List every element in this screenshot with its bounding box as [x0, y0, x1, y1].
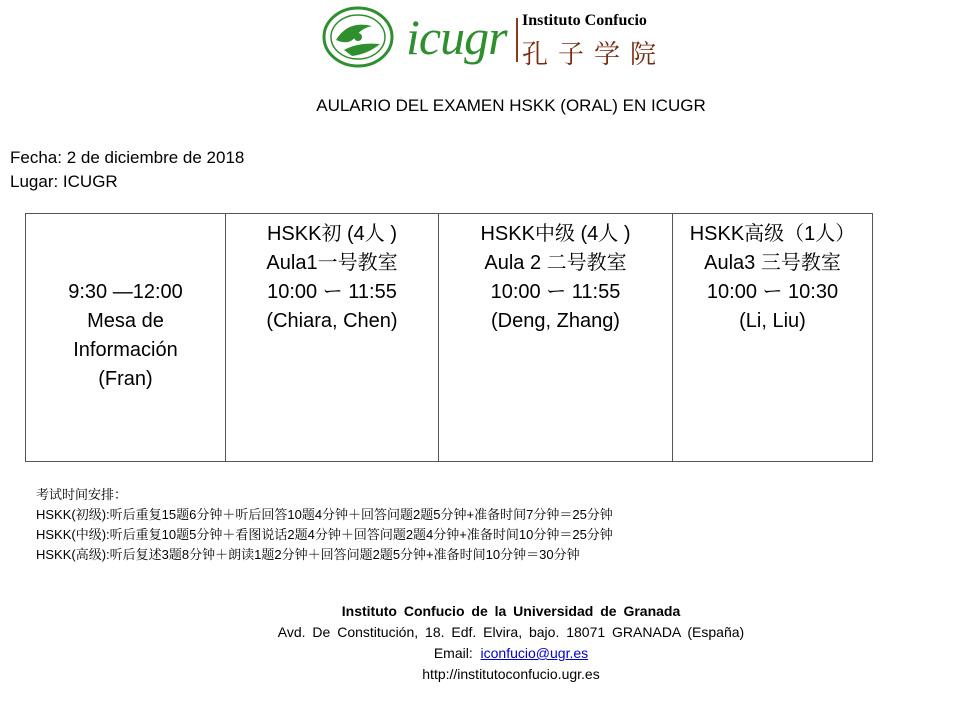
exam-date: Fecha: 2 de diciembre de 2018: [10, 148, 245, 167]
note-beginner: HSKK(初级):听后重复15题6分钟＋听后回答10题4分钟＋回答问题2题5分钟+准备时间7分钟＝25分钟: [36, 507, 613, 522]
hskk-advanced-cell: [673, 214, 873, 462]
logo-emblem-icon: [322, 6, 394, 68]
time-range: 10:00 ー 10:30: [706, 281, 839, 303]
classroom-label: Aula1一号教室: [266, 252, 398, 274]
logo-institute-name: Instituto Confucio: [522, 12, 647, 29]
schedule-row: [26, 214, 873, 462]
level-label: HSKK高级（1人）: [689, 223, 856, 245]
footer-email-line: [62, 643, 960, 664]
logo-chinese-name: 孔子学院: [522, 40, 667, 70]
note-intermediate: HSKK(中级):听后重复10题5分钟＋看图说话2题4分钟＋回答问题2题4分钟+准备时间10分钟＝25分钟: [36, 527, 613, 542]
footer: [0, 601, 960, 685]
note-advanced: HSKK(高级):听后复述3题8分钟＋朗读1题2分钟＋回答问题2题5分钟+准备时间10分钟＝30分钟: [36, 547, 580, 562]
footer-email-link[interactable]: iconfucio@ugr.es: [480, 645, 589, 661]
hskk-intermediate-cell: [439, 214, 673, 462]
time-range: 10:00 ー 11:55: [267, 281, 397, 303]
exam-place: Lugar: ICUGR: [10, 172, 118, 191]
exam-timing-notes: [36, 485, 613, 565]
logo-brand-text: icugr: [406, 9, 507, 65]
examiners: (Deng, Zhang): [491, 310, 620, 332]
info-time: 9:30 —12:00: [68, 281, 183, 303]
examiners: (Chiara, Chen): [266, 310, 398, 332]
footer-website[interactable]: http://institutoconfucio.ugr.es: [422, 666, 600, 682]
classroom-label: Aula3 三号教室: [704, 252, 841, 274]
time-range: 10:00 ー 11:55: [490, 281, 621, 303]
institute-logo: [322, 6, 692, 68]
level-label: HSKK中级 (4人 ): [480, 223, 631, 245]
examiners: (Li, Liu): [739, 310, 806, 332]
page-title: AULARIO DEL EXAMEN HSKK (ORAL) EN ICUGR: [316, 96, 706, 115]
notes-heading: 考试时间安排：: [36, 487, 128, 502]
footer-email-label: Email:: [433, 645, 481, 661]
logo-divider: [516, 18, 518, 62]
classroom-label: Aula 2 二号教室: [484, 252, 627, 274]
info-desk-cell: [26, 214, 226, 462]
hskk-beginner-cell: [226, 214, 439, 462]
schedule-table: [25, 213, 873, 462]
footer-institute-name: Instituto Confucio de la Universidad de Granada: [341, 603, 681, 619]
info-label-2: Información: [73, 339, 178, 361]
info-staff: (Fran): [98, 368, 153, 390]
footer-address: Avd. De Constitución, 18. Edf. Elvira, bajo. 18071 GRANADA (España): [277, 624, 745, 640]
info-label-1: Mesa de: [87, 310, 164, 332]
level-label: HSKK初 (4人 ): [266, 223, 398, 245]
